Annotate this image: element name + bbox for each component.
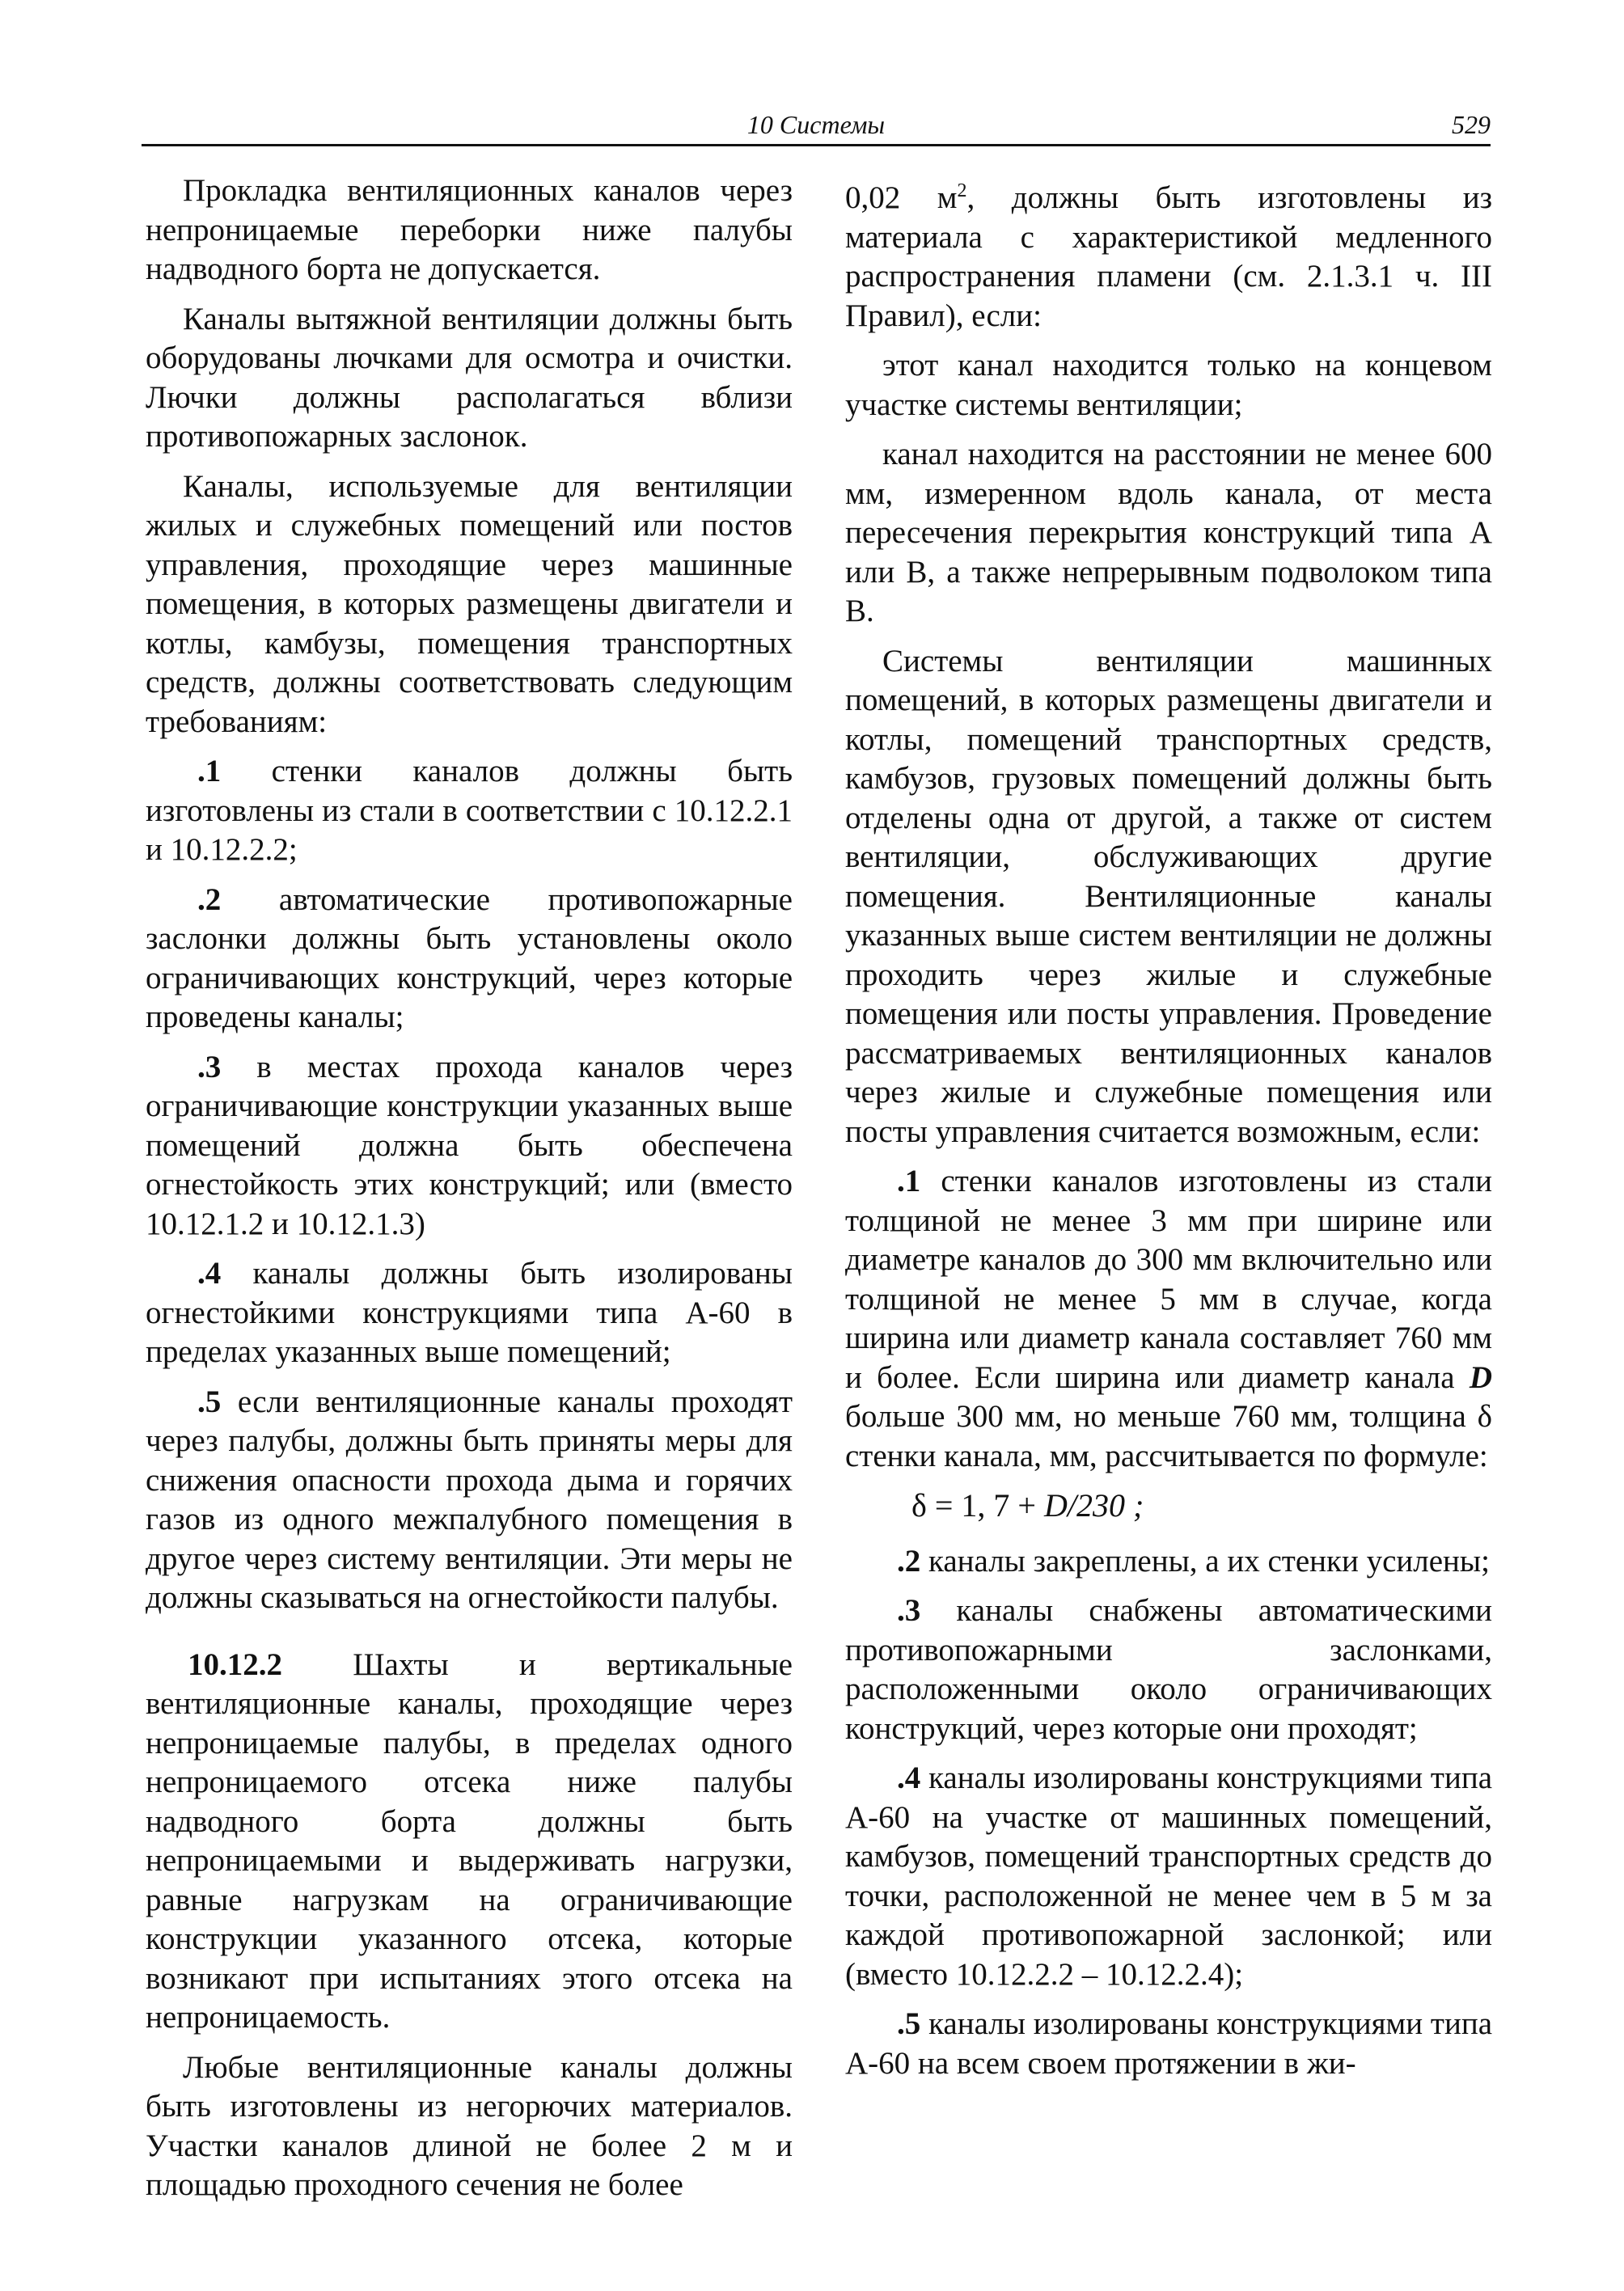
- item-text: если вентиляционные каналы проходят через палубы, должны быть приняты меры для снижения опасности прохода дыма и горячих газов из одного межпалубного помещения в другое через систему вентиляции. Эти меры не должны сказываться на огнестойкости палубы.: [146, 1384, 793, 1615]
- paragraph: этот канал находится только на концевом участке системы вентиляции;: [845, 348, 1492, 422]
- item-number: .3: [197, 1049, 222, 1084]
- item-text: каналы должны быть изолированы огнестойкими конструкциями типа А-60 в пределах указанных выше помещений;: [146, 1256, 793, 1369]
- item-text: каналы изолированы конструкциями типа А-60 на всем своем протяжении в жи-: [845, 2006, 1492, 2081]
- paragraph-continuation: [845, 171, 1492, 336]
- left-column: [146, 171, 793, 2216]
- item-text: стенки каналов изготовлены из стали толщиной не менее 3 мм при ширине или диаметре каналов до 300 мм включительно или толщиной не менее 5 мм в случае, когда ширина или диаметр канала составляет 760 мм и более. Если ширина или диаметр канала: [845, 1164, 1492, 1395]
- item-number: .5: [897, 2006, 921, 2041]
- section-number: 10.12.2: [188, 1646, 282, 1682]
- list-item: [146, 752, 793, 870]
- running-header: [142, 107, 1491, 146]
- item-text: автоматические противопожарные заслонки должны быть установлены около ограничивающих конструкций, через которые проведены каналы;: [146, 881, 793, 1034]
- formula-variable: D: [1043, 1487, 1068, 1524]
- area-value: 0,02 м: [845, 180, 958, 215]
- right-column: [845, 171, 1492, 2094]
- list-item: [146, 1254, 793, 1372]
- list-item: [845, 1162, 1492, 1476]
- item-number: .1: [197, 754, 222, 788]
- paragraph: Каналы вытяжной вентиляции должны быть оборудованы лючками для осмотра и очистки. Лючки должны располагаться вблизи противопожарных заслонок.: [146, 301, 793, 454]
- variable-d: D: [1469, 1359, 1492, 1395]
- item-text: каналы снабжены автоматическими противопожарными заслонками, расположенными около ограничивающих конструкций, через которые они проходят;: [845, 1593, 1492, 1746]
- page-number: 529: [1452, 110, 1491, 139]
- item-text: стенки каналов должны быть изготовлены из стали в соответствии с 10.12.2.1 и 10.12.2.2;: [146, 754, 793, 867]
- item-text: каналы закреплены, а их стенки усилены;: [920, 1543, 1490, 1579]
- paragraph: Прокладка вентиляционных каналов через непроницаемые переборки ниже палубы надводного борта не допускается.: [146, 173, 793, 286]
- formula: [911, 1486, 1492, 1526]
- item-number: .2: [197, 881, 222, 917]
- item-number: .1: [897, 1164, 921, 1198]
- item-text: каналы изолированы конструкциями типа А-60 на участке от машинных помещений, камбузов, помещений транспортных средств до точки, расположенной не менее чем в 5 м за каждой противопожарной заслонкой; или (вместо 10.12.2.2 – 10.12.2.4);: [845, 1761, 1492, 1992]
- item-text: больше 300 мм, но меньше 760 мм, толщина δ стенки канала, мм, рассчитывается по формуле:: [845, 1399, 1492, 1473]
- list-item: [845, 2005, 1492, 2083]
- item-number: .2: [897, 1543, 921, 1579]
- section-paragraph: [146, 1646, 793, 2038]
- paragraph: Любые вентиляционные каналы должны быть изготовлены из негорючих материалов. Участки каналов длиной не более 2 м и площадью проходного сечения не более: [146, 2049, 793, 2202]
- formula-part: δ = 1, 7 +: [911, 1487, 1044, 1524]
- item-number: .3: [897, 1593, 921, 1628]
- formula-part: /230 ;: [1067, 1487, 1144, 1524]
- paragraph: Системы вентиляции машинных помещений, в которых размещены двигатели и котлы, помещений транспортных средств, камбузов, грузовых помещений должны быть отделены одна от другой, а также от систем вентиляции, обслуживающих другие помещения. Вентиляционные каналы указанных выше систем вентиляции не должны проходить через жилые и служебные помещения или посты управления. Проведение рассматриваемых вентиляционных каналов через жилые и служебные помещения или посты управления считается возможным, если:: [845, 643, 1492, 1149]
- section-title: 10 Системы: [746, 110, 886, 139]
- paragraph: канал находится на расстоянии не менее 600 мм, измеренном вдоль канала, от места пересечения перекрытия конструкций типа А или В, а также непрерывным подволоком типа В.: [845, 437, 1492, 628]
- item-text: в местах прохода каналов через ограничивающие конструкции указанных выше помещений должна быть обеспечена огнестойкость этих конструкций; или (вместо 10.12.1.2 и 10.12.1.3): [146, 1049, 793, 1241]
- superscript: 2: [957, 180, 967, 201]
- list-item: [146, 881, 793, 1038]
- list-item: [845, 1542, 1492, 1582]
- item-number: .4: [197, 1256, 222, 1291]
- item-number: .4: [897, 1761, 921, 1795]
- paragraph: Каналы, используемые для вентиляции жилых и служебных помещений или постов управления, проходящие через машинные помещения, в которых размещены двигатели и котлы, камбузы, помещения транспортных средств, должны соответствовать следующим требованиям:: [146, 468, 793, 739]
- section-text: Шахты и вертикальные вентиляционные каналы, проходящие через непроницаемые палубы, в пределах одного непроницаемого отсека ниже палубы надводного борта должны быть непроницаемыми и выдерживать нагрузки, равные нагрузкам на ограничивающие конструкции указанного отсека, которые возникают при испытаниях этого отсека на непроницаемость.: [146, 1646, 793, 2035]
- paragraph-text: , должны быть изготовлены из материала с характеристикой медленного распространения пламени (см. 2.1.3.1 ч. III Правил), если:: [845, 180, 1493, 333]
- list-item: [146, 1048, 793, 1245]
- item-number: .5: [197, 1384, 222, 1419]
- list-item: [845, 1759, 1492, 1994]
- list-item: [146, 1383, 793, 1618]
- list-item: [845, 1591, 1492, 1748]
